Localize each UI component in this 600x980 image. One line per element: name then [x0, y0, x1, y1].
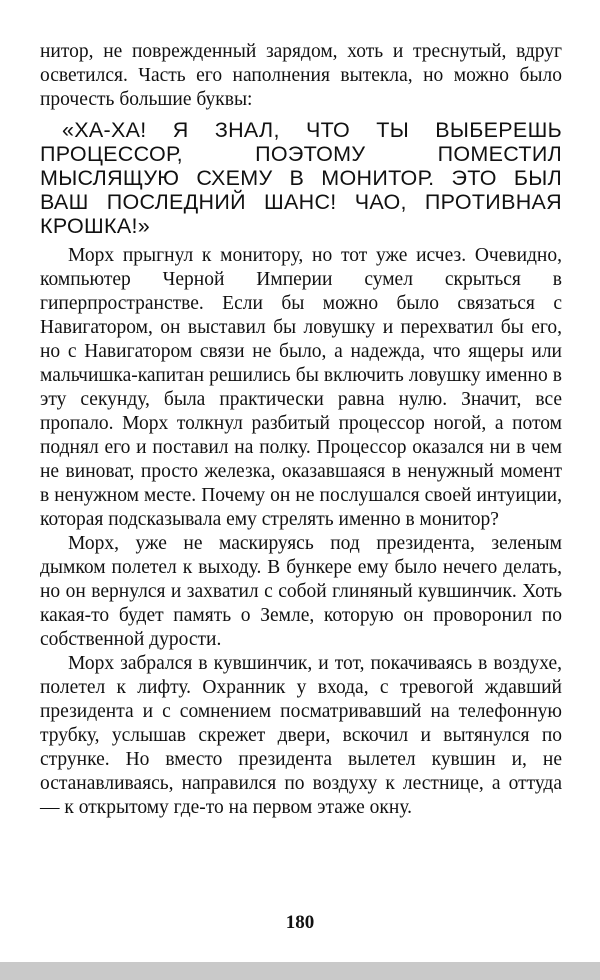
paragraph-continuation: нитор, не поврежденный зарядом, хоть и треснутый, вдруг осветился. Часть его наполнения вытекла, но можно было прочесть большие буквы:	[40, 41, 562, 110]
paragraph: Морх прыгнул к монитору, но тот уже исчез. Очевидно, компьютер Черной Империи сумел скрыться в гиперпространстве. Если бы можно было связаться с Навигатором, он выставил бы ловушку и перехватил бы его, но с Навигатором связи не было, а надежда, что ящеры или мальчишка-капитан решились бы включить ловушку именно в эту секунду, была практически равна нулю. Значит, все пропало. Морх толкнул разбитый процессор ногой, а потом поднял его и поставил на полку. Процессор оказался ни в чем не виноват, просто железка, оказавшаяся в ненужный момент в ненужном месте. Почему он не послушался своей интуиции, которая подсказывала ему стрелять именно в монитор?	[40, 245, 562, 530]
monitor-message-quote: «ХА-ХА! Я ЗНАЛ, ЧТО ТЫ ВЫБЕРЕШЬ ПРОЦЕССОР, ПОЭТОМУ ПОМЕСТИЛ МЫСЛЯЩУЮ СХЕМУ В МОНИТОР. ЭТО БЫЛ ВАШ ПОСЛЕДНИЙ ШАНС! ЧАО, ПРОТИВНАЯ КРОШКА!»	[40, 118, 562, 238]
book-page	[40, 40, 562, 820]
scan-edge-shading	[0, 962, 600, 980]
paragraph: Морх, уже не маскируясь под президента, зеленым дымком полетел к выходу. В бункере ему было нечего делать, но он вернулся и захватил с собой глиняный кувшинчик. Хоть какая-то будет память о Земле, которую он проворонил по собственной дурости.	[40, 533, 562, 650]
page-number: 180	[285, 912, 315, 933]
paragraph: Морх забрался в кувшинчик, и тот, покачиваясь в воздухе, полетел к лифту. Охранник у входа, с тревогой ждавший президента и с сомнением посматривавший на телефонную трубку, услышав скрежет двери, вскочил и вытянулся по струнке. Но вместо президента вылетел кувшин и, не останавливаясь, направился по воздуху к лестнице, а оттуда — к открытому где-то на первом этаже окну.	[40, 653, 562, 818]
